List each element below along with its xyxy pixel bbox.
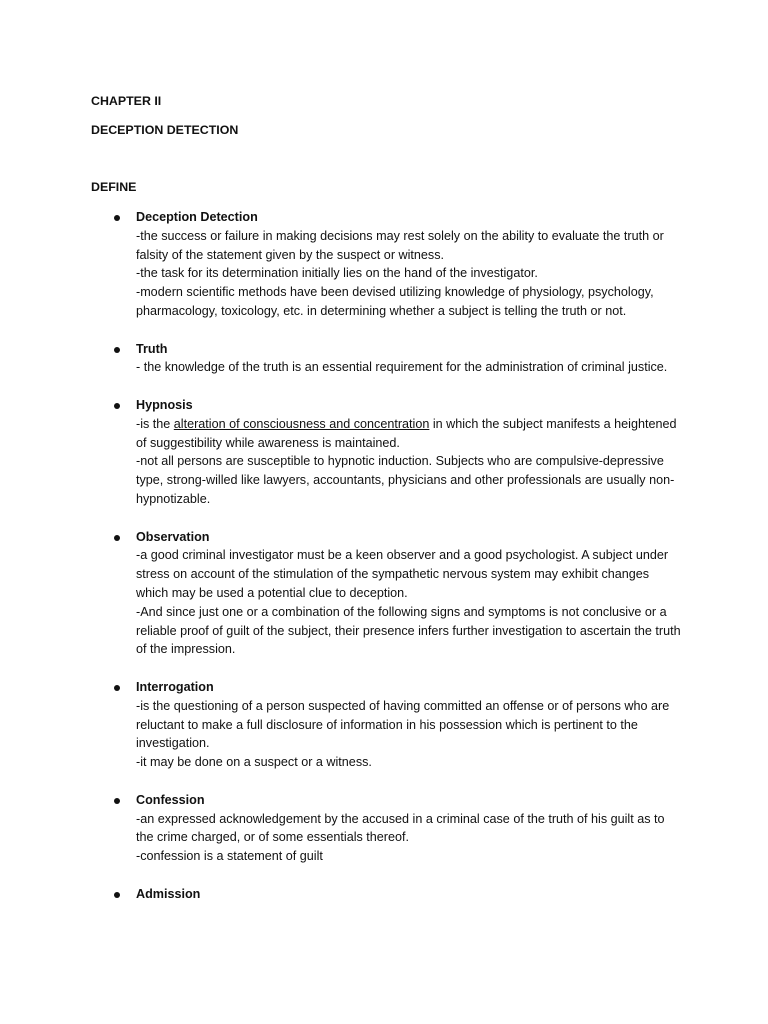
definition-term: Admission — [136, 886, 201, 901]
definition-item — [136, 885, 681, 904]
definition-item — [136, 791, 681, 866]
definition-item — [136, 528, 681, 660]
definition-line — [136, 415, 681, 453]
definition-item — [136, 208, 681, 321]
definition-line: -the success or failure in making decisions may rest solely on the ability to evaluate the truth or falsity of the statement given by the suspect or witness. — [136, 228, 664, 262]
definition-term: Hypnosis — [136, 397, 193, 412]
underlined-phrase: alteration of consciousness and concentration — [173, 416, 430, 431]
define-label: DEFINE — [91, 180, 137, 194]
definition-text: -is the — [136, 416, 174, 431]
definition-list — [136, 208, 681, 922]
definition-line: -not all persons are susceptible to hypnotic induction. Subjects who are compulsive-depressive type, strong-willed like lawyers, accountants, physicians and other professionals are usually non-hypnotizable. — [136, 454, 675, 506]
definition-line: -a good criminal investigator must be a keen observer and a good psychologist. A subject under stress on account of the stimulation of the sympathetic nervous system may exhibit changes which may be used a potential clue to deception. — [136, 548, 669, 600]
bullet-icon — [114, 892, 120, 898]
definition-term: Truth — [136, 341, 168, 356]
bullet-icon — [114, 215, 120, 221]
definition-line: -an expressed acknowledgement by the accused in a criminal case of the truth of his guilt as to the crime charged, or of some essentials thereof. — [136, 811, 665, 845]
definition-line: - the knowledge of the truth is an essential requirement for the administration of criminal justice. — [136, 360, 668, 375]
chapter-heading: CHAPTER II — [91, 94, 162, 108]
definition-line: -And since just one or a combination of the following signs and symptoms is not conclusive or a reliable proof of guilt of the subject, their presence infers further investigation to ascertain the truth of the impression. — [136, 604, 681, 657]
definition-term: Deception Detection — [136, 210, 258, 224]
bullet-icon — [114, 685, 120, 691]
bullet-icon — [114, 798, 120, 804]
definition-item — [136, 678, 681, 772]
definition-line: -modern scientific methods have been devised utilizing knowledge of physiology, psychology, pharmacology, toxicology, etc. in determining whether a subject is telling the truth or not. — [136, 285, 654, 318]
definition-item — [136, 396, 681, 509]
definition-item — [136, 340, 681, 378]
definition-line: -it may be done on a suspect or a witness. — [136, 755, 372, 770]
bullet-icon — [114, 347, 120, 353]
bullet-icon — [114, 535, 120, 541]
definition-line: -confession is a statement of guilt — [136, 849, 323, 864]
definition-term: Interrogation — [136, 679, 214, 694]
bullet-icon — [114, 403, 120, 409]
definition-line: -the task for its determination initially lies on the hand of the investigator. — [136, 266, 538, 281]
definition-term: Confession — [136, 792, 205, 807]
definition-line: -is the questioning of a person suspected of having committed an offense or of persons who are reluctant to make a full disclosure of information in his possession which is pertinent to the investigation. — [136, 698, 670, 751]
definition-term: Observation — [136, 529, 210, 544]
section-title: DECEPTION DETECTION — [91, 123, 239, 137]
definition-text: in which the subject manifests a heightened of suggestibility while awareness is maintained. — [136, 416, 677, 450]
